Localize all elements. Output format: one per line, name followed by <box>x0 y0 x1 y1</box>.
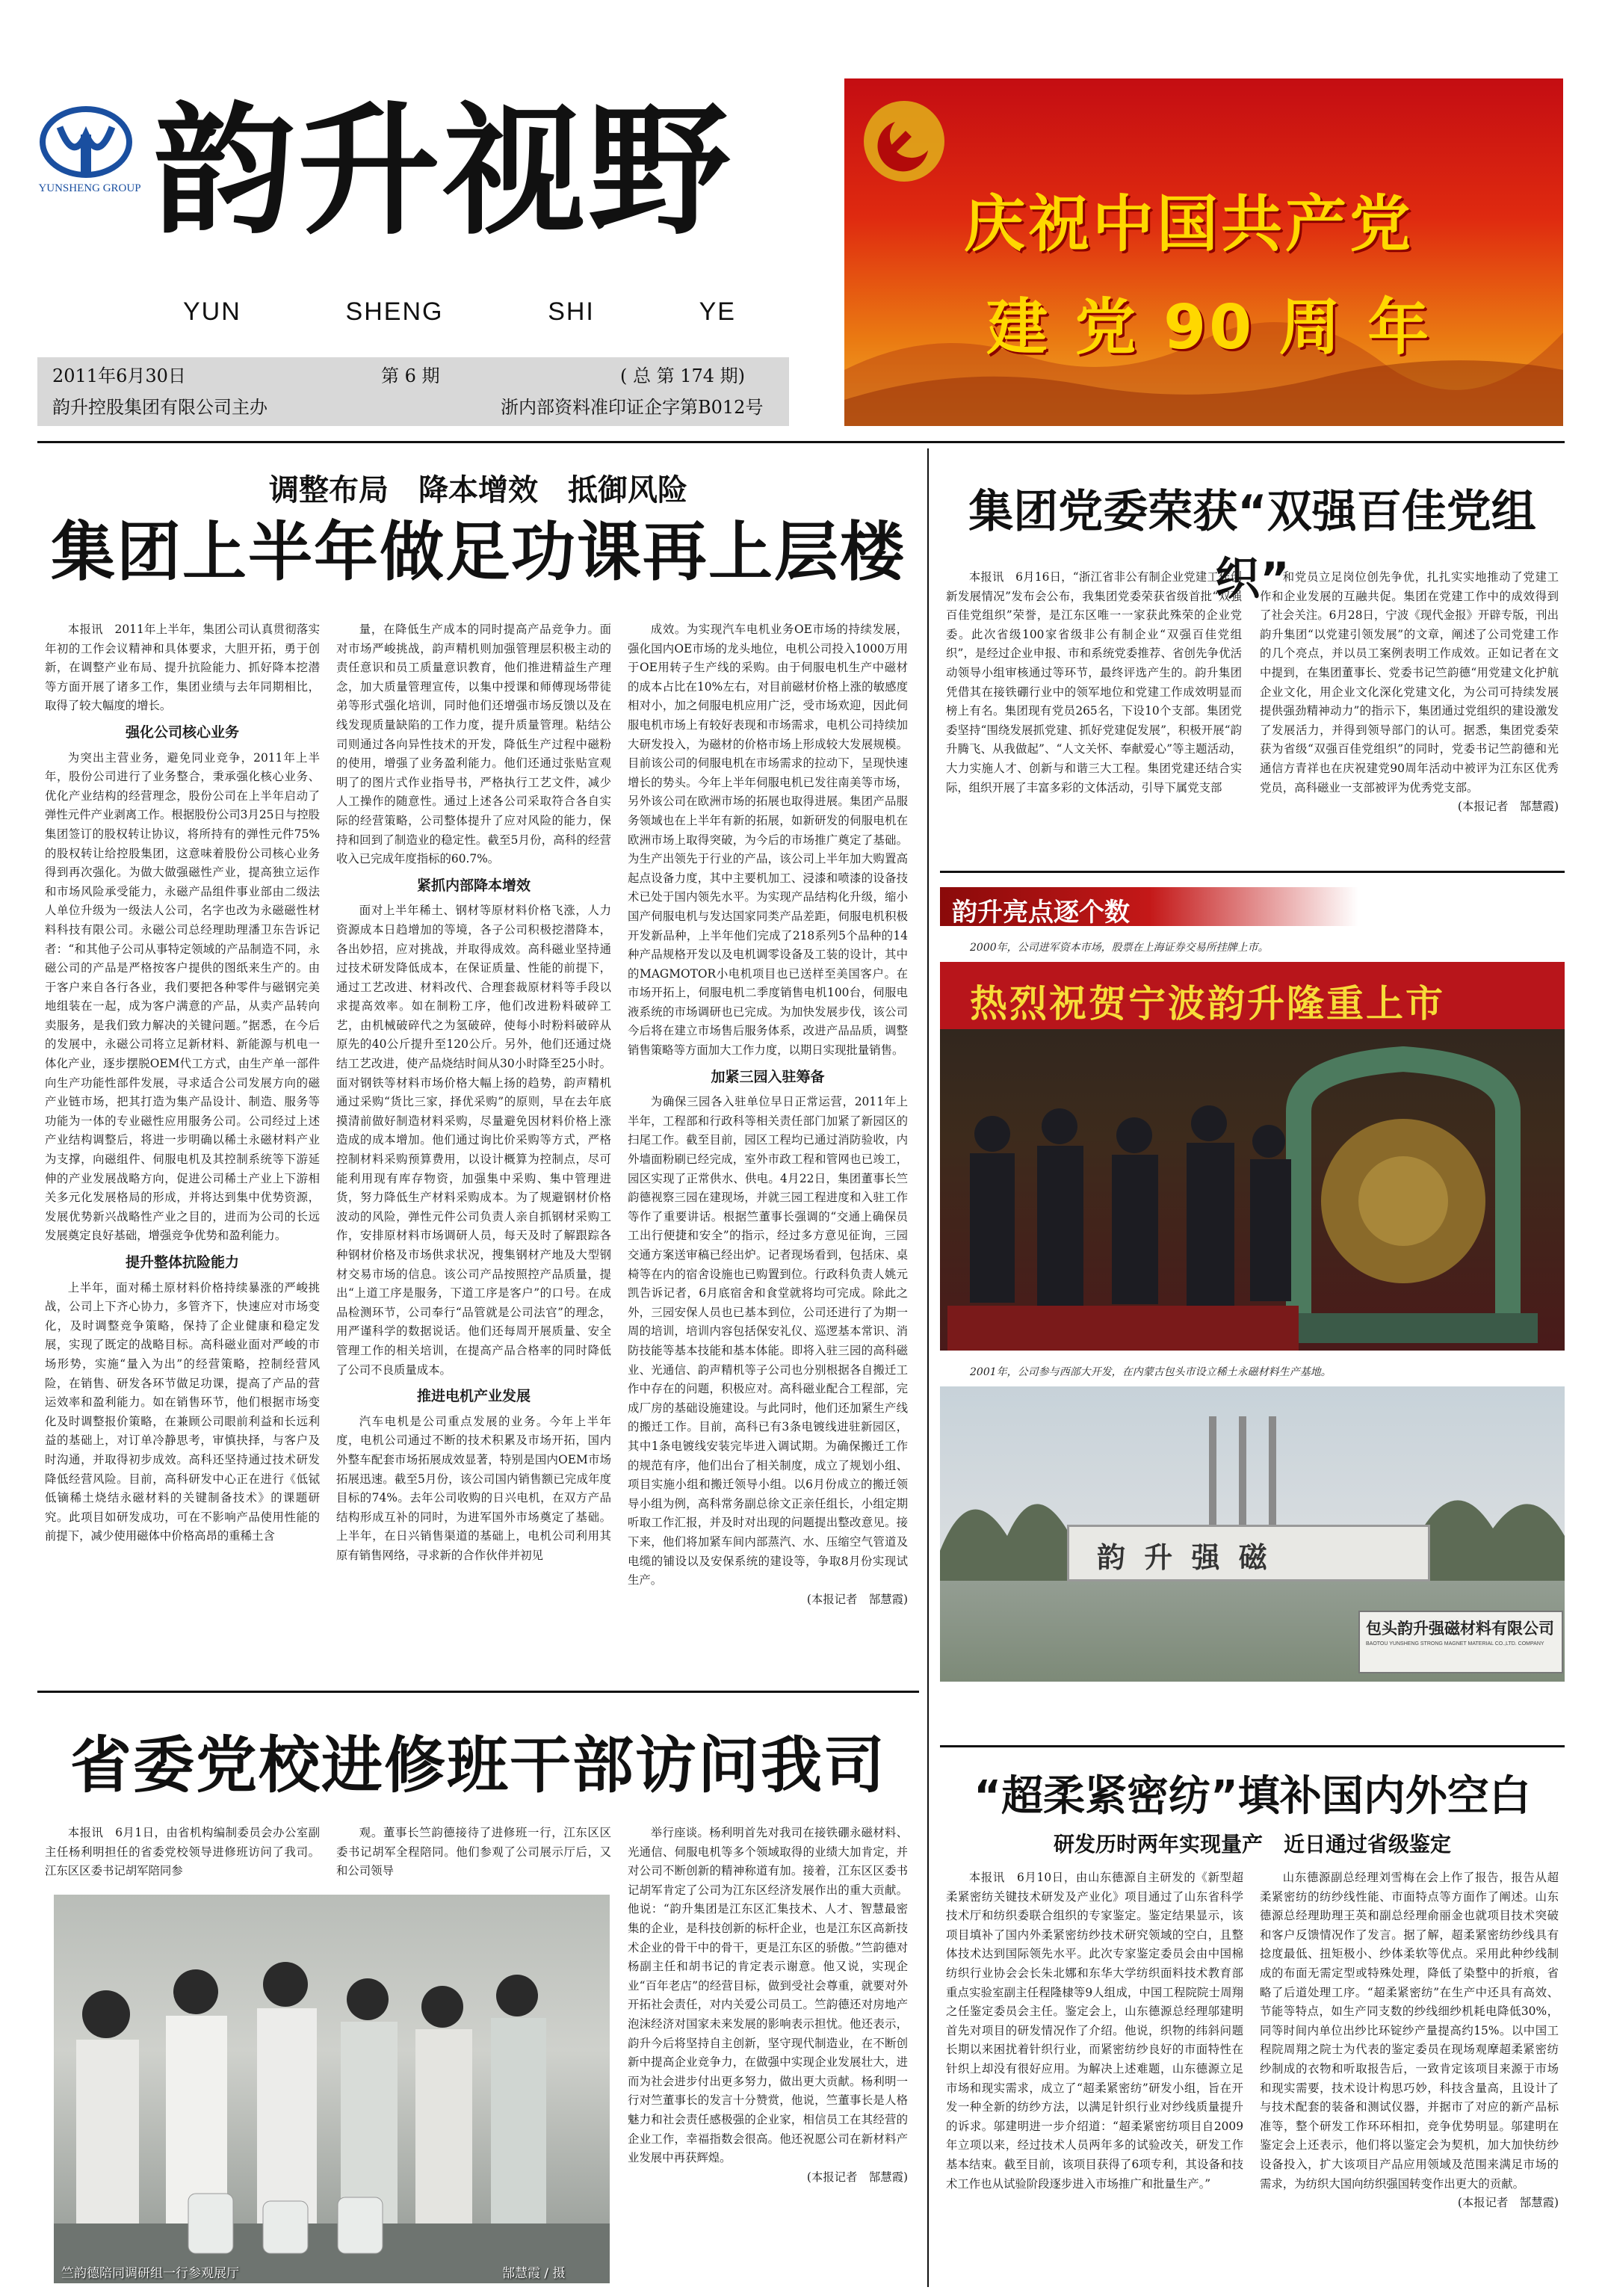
issue-date: 2011年6月30日 <box>52 365 186 386</box>
article-2-byline: (本报记者 郜慧霞) <box>1457 800 1559 814</box>
article-3-text-3: 举行座谈。杨利明首先对我司在接铁硼永磁材料、光通信、伺服电机等多个领域取得的业绩大加肯定，并对公司不断创新的精神称道有加。接着，江东区区委书记胡军肯定了公司为江东区经济发展作出的重大贡献。他说：“韵升集团是江东区汇集技术、人才、智慧最密集的企业，是科技创新的标杆企业，也是江东区高新技术企业的骨干中的骨干，更是江东区的骄傲。”竺韵德对杨副主任和胡书记的肯定表示谢意。他又说，实现企业“百年老店”的经营目标，做到受社会尊重，就要对外开拓社会责任，对内关爱公司员工。竺韵德还对房地产泡沫经济对国家未来发展的影响表示担忧。他还表示，韵升今后将坚持自主创新，坚守现代制造业，在不断创新中提高企业竞争力，在做强中实现企业发展壮大，进而为社会进步付出更多努力，做出更大贡献。杨利明一行对竺董事长的发言十分赞赏，他说，竺董事长是人格魅力和社会责任感极强的企业家，相信员工在其经营的企业工作，幸福指数会很高。他还祝愿公司在新材料产业发展中再获辉煌。 <box>628 1826 908 2165</box>
issue-info-box <box>37 357 789 426</box>
article-1-sub-5: 加紧三园入驻筹备 <box>711 1068 825 1085</box>
article-1-text-3b: 为确保三园各入驻单位早日正常运营，2011年上半年，工程部和行政科等相关责任部门加紧了新园区的扫尾工作。截至目前，园区工程均已通过消防验收，内外墙面粉刷已经完成，室外市政工程和管网也已竣工，园区实现了正常供水、供电。4月22日，集团董事长竺韵德视察三园在建现场，并就三园工程进度和入驻工作等作了重要讲话。根据竺董事长强调的“交通上确保员工出行便捷和安全”的指示，经过多方意见征询，三园交通方案送审稿已经出炉。记者现场看到，包括床、桌椅等在内的宿舍设施也已购置到位。行政科负责人姚元凯告诉记者，6月底宿舍和食堂就将均可完成。除此之外，三园安保人员也已基本到位，公司还进行了为期一周的培训，培训内容包括保安礼仪、巡逻基本常识、消防技能等基本技能和基本体能。即将入驻三园的高科磁业、光通信、韵声精机等子公司也分别根据各自搬迁工作中存在的问题，积极应对。高科磁业配合工程部，完成厂房的基础设施建设。与此同时，他们还加紧生产线的搬迁工作。目前，高科已有3条电镀线进驻新园区，其中1条电镀线安装完毕进入调试期。为确保搬迁工作的规范有序，他们出台了相关制度，成立了规划小组、项目实施小组和搬迁领导小组。以6月份成立的搬迁领导小组为例，高科常务副总徐文正亲任组长，小组定期听取工作汇报，并及时对出现的问题提出整改意见。接下来，他们将加紧车间内部蒸汽、水、压缩空气管道及电缆的铺设以及安保系统的建设等，争取8月份实现试生产。 <box>628 1095 908 1587</box>
article-4-top-rule <box>940 1745 1565 1747</box>
visit-photo <box>54 1895 610 2283</box>
visit-photo-caption: 竺韵德陪同调研组一行参观展厅 <box>61 2266 239 2281</box>
article-2-text-2: 和党员立足岗位创先争优，扎扎实实地推动了党建工作和企业发展的互融共促。集团在党建工作中的成效得到了社会关注。6月28日，宁波《现代金报》开辟专版，刊出韵升集团“以党建引领发展”的文章，阐述了公司党建工作的几个亮点，并以员工案例表明工作成效。正如记者在文中提到，在集团董事长、党委书记竺韵德“用党建文化护航企业文化，用企业文化深化党建文化，为公司可持续发展提供强劲精神动力”的指示下，集团通过党组织的建设激发了发展活力，并得到领导部门的认可。据悉，集团党委荣获为省级“双强百佳党组织”的同时，党委书记竺韵德和光通信方青祥也在庆祝建党90周年活动中被评为江东区优秀党员，高科磁业一支部被评为优秀党支部。 <box>1260 570 1559 794</box>
article-4-col-1 <box>946 1868 1243 2283</box>
article-1-headline: 集团上半年做足功课再上层楼 <box>51 515 906 590</box>
article-3-headline: 省委党校进修班干部访问我司 <box>69 1730 886 1801</box>
article-4-byline: (本报记者 郜慧霞) <box>1457 2196 1559 2210</box>
masthead-pinyin <box>183 297 736 327</box>
factory-sign <box>1358 1611 1563 1673</box>
article-1-lead: 本报讯 2011年上半年，集团公司认真贯彻落实年初的工作会议精神和具体要求，大胆开拓，勇于创新，在调整产业布局、提升抗险能力、抓好降本挖潜等方面开展了诸多工作，集团业绩与去年同期相比，取得了较大幅度的增长。 <box>45 623 320 713</box>
article-1-sub-3: 紧抓内部降本增效 <box>416 877 531 894</box>
pinyin-3: SHI <box>548 297 595 326</box>
issue-number: 第 6 期 <box>381 365 440 386</box>
article-1-col-1 <box>45 620 320 1667</box>
article-4-subheadline: 研发历时两年实现量产 近日通过省级鉴定 <box>1053 1832 1451 1857</box>
party-emblem-icon <box>859 96 949 186</box>
article-4-text-1: 本报讯 6月10日，由山东德源自主研发的《新型超柔紧密纺关键技术研发及产业化》项目通过了山东省科学技术厅和纺织委联合组织的专家鉴定。鉴定结果显示，该项目填补了国内外柔紧密纺纱技术研究领域的空白，且整体技术达到国际领先水平。此次专家鉴定委员会由中国棉纺织行业协会会长朱北娜和东华大学纺织面料技术教育部重点实验室副主任程隆棣等9人组成，中国工程院院士周翔之任鉴定委员会主任。鉴定会上，山东德源总经理邬建明首先对项目的研发情况作了介绍。他说，织物的纬斜问题长期以来困扰着针织行业，而紧密纺纱良好的市面特性在针织上却没有很好应用。为解决上述难题，山东德源立足市场和现实需求，成立了“超柔紧密纺”研发小组，旨在开发一种全新的纺纱方法，以满足针织行业对纱线质量提升的诉求。邬建明进一步介绍道：“超柔紧密纺项目自2009年立项以来，经过技术人员两年多的试验改关，研发工作基本结束。截至目前，该项目获得了6项专利，其设备和技术工作也从试验阶段逐步进入市场推广和批量生产。” <box>946 1871 1243 2191</box>
article-1-col-3 <box>628 620 908 1667</box>
article-3-col-1 <box>45 1824 320 1891</box>
article-4-col-2 <box>1260 1868 1559 2283</box>
visitors-group-icon <box>54 1895 610 2283</box>
ceremony-banner-text: 热烈祝贺宁波韵升隆重上市 <box>970 982 1445 1025</box>
article-4 <box>940 1749 1565 2287</box>
masthead <box>0 0 1602 433</box>
article-1-byline: (本报记者 郜慧霞) <box>806 1592 908 1606</box>
highlights-caption-2: 2001年，公司参与西部大开发，在内蒙古包头市设立稀土永磁材料生产基地。 <box>970 1366 1332 1378</box>
baotou-factory-photo <box>940 1386 1565 1682</box>
gong-icon <box>1269 1044 1538 1343</box>
ceremony-people-icon <box>947 1081 1299 1351</box>
article-3-text-1: 本报讯 6月1日，由省机构编制委员会办公室副主任杨利明担任的省委党校领导进修班访问了我司。江东区区委书记胡军陪同参 <box>45 1826 320 1878</box>
article-1-text-2: 量，在降低生产成本的同时提高产品竞争力。面对市场严峻挑战，韵声精机则加强管理层积极主动的责任意识和员工质量意识教育，他们推进精益生产理念，加大质量管理宣传，以集中授课和师傅现场带徒弟等形式强化培训，同时他们还增强市场反馈以及在线发现质量缺陷的工作力度，提升质量管理。粘结公司则通过各向异性技术的开发，降低生产过程中磁粉的使用，增强了业务盈利能力。他们还通过张贴宣观明了的图片式作业指导书，严格执行工艺文件，减少人工操作的随意性。通过上述各公司采取符合各自实际的经营策略，公司整体提升了应对风险的能力，保持和回到了制造业的稳定性。截至5月份，高科的经营收入已完成年度指标的60.7%。 <box>336 623 611 866</box>
article-1-sub-4: 推进电机产业发展 <box>416 1388 531 1405</box>
article-1-text-1b: 为突出主营业务，避免同业竞争，2011年上半年，股份公司进行了业务整合，秉承强化核心业务、优化产业结构的经营理念，股份公司在上半年启动了弹性元件产业剥离工作。根据股份公司3月25日与控股集团签订的股权转让协议，将所持有的弹性元件75%的股权转让给控股集团，这意味着股份公司核心业务得到再次强化。为做大做强磁性产业，提高独立运作和市场风险承受能力，永磁产品组件事业部由二级法人单位升级为一级法人公司，名字也改为永磁磁性材料科技有限公司。永磁公司总经理助理潘卫东告诉记者：“和其他子公司从事特定领域的产品制造不同，永磁公司的产品是严格按客户提供的图纸来生产的。由于客户来自各行各业，我们要把各种零件与磁钢完美地组装在一起，成为客户满意的产品，从卖产品转向卖服务，是我们致力解决的关键问题。”据悉，在今后的发展中，永磁公司将立足新材料、新能源与机电一体化产业，逐步摆脱OEM代工方式，由生产单一部件向生产功能性部件发展，寻求适合公司发展方向的磁产业链市场，把其打造为集产品设计、制造、服务等功能为一体的专业磁性应用服务公司。公司经过上述产业结构调整后，将进一步明确以稀土永磁材料产业为支撑，向磁组件、伺服电机及其控制系统等下游延伸的产业发展战略方向，促进公司稀土产业上下游相关多元化发展格局的形成，并将达到集中优势资源，发展优势新兴战略性产业之目的，进而为公司的长远发展奠定良好基础，增强竞争优势和盈利能力。 <box>45 750 320 1243</box>
article-2 <box>940 448 1565 867</box>
pinyin-2: SHENG <box>345 297 444 326</box>
factory-sign-cn: 包头韵升强磁材料有限公司 <box>1366 1620 1554 1638</box>
pinyin-4: YE <box>699 297 736 326</box>
article-3-text-2: 观。董事长竺韵德接待了进修班一行，江东区区委书记胡军全程陪同。他们参观了公司展示厅后，又和公司领导 <box>336 1826 611 1878</box>
highlights-label: 韵升亮点逐个数 <box>952 898 1130 928</box>
article-1-sub-2: 提升整体抗险能力 <box>125 1254 239 1271</box>
article-1-bottom-rule <box>37 1691 919 1693</box>
article-2-col-2 <box>1260 568 1559 860</box>
column-divider-main <box>927 448 929 2287</box>
yunsheng-logo-icon <box>37 105 134 179</box>
article-3-col-2 <box>336 1824 611 1891</box>
highlights-section <box>940 878 1565 1738</box>
article-3-col-3 <box>628 1824 908 2280</box>
article-2-headline: 集团党委荣获“双强百佳党组织” <box>968 486 1536 605</box>
article-2-bottom-rule <box>940 871 1565 873</box>
highlights-label-bar <box>940 887 1358 926</box>
article-1-text-2b: 面对上半年稀土、钢材等原材料价格飞涨，人力资源成本日趋增加的等境，各子公司积极挖潜降本，各出妙招，应对挑战，并取得成效。高科磁业坚持通过技术研发降低成本，在保证质量、性能的前提下，通过工艺改进、材料改代、合理套裁原材料等手段以求提高效率。如在制粉工序，他们改进粉料破碎工艺，由机械破碎代之为氢破碎，使每小时粉料破碎从原先的40公斤提升至120公斤。另外，他们还通过烧结工艺改进，使产品烧结时间从30小时降至25小时。面对钢铁等材料市场价格大幅上扬的趋势，韵声精机通过采购“货比三家，择优采购”的原则，早在去年底摸清前做好制造材料采购，尽量避免因材料价格上涨造成的成本增加。他们通过询比价采购等方式，严格控制材料采购预算费用，以设计概算为控制点，尽可能利用现有库存物资，加强集中采购、集中管理进货，努力降低生产材料采购成本。为了规避钢材价格波动的风险，弹性元件公司负责人亲自抓钢材采购工作，安排原材料市场调研人员，每天及时了解跟踪各种钢材价格及市场供求状况，搜集钢材产地及大型钢材交易市场的信息。该公司产品按照控产品质量，提出“上道工序是服务，下道工序是客户”的口号。在成品检测环节，公司奉行“品管就是公司法官”的理念，用严谨科学的数据说话。他们还每周开展质量、安全管理工作的相关培训，在提高产品合格率的同时降低了公司不良质量成本。 <box>336 904 611 1377</box>
article-2-col-1 <box>946 568 1242 860</box>
article-3-byline: (本报记者 郜慧霞) <box>806 2170 908 2184</box>
header-divider <box>37 441 1565 443</box>
masthead-title: 韵升视野 <box>153 89 734 254</box>
factory-gate-text: 韵 升 强 磁 <box>1097 1541 1272 1574</box>
article-1 <box>37 448 919 1682</box>
banner-line-2: 建 党 90 周 年 <box>986 292 1432 363</box>
article-3 <box>37 1697 919 2287</box>
article-1-col-2 <box>336 620 611 1667</box>
issue-total: ( 总 第 174 期) <box>620 365 746 386</box>
article-1-text-1c: 上半年，面对稀土原材料价格持续暴涨的严峻挑战，公司上下齐心协力，多管齐下，快速应对市场变化，及时调整竞争策略，保持了企业健康和稳定发展，实现了既定的战略目标。高科磁业面对严峻的市场形势，实施“量入为出”的经营策略，控制经营风险，在销售、研发各环节做足功课，提高了产品的营运效率和盈利能力。如在销售环节，他们根据市场变化及时调整报价策略，在兼顾公司眼前利益和长远利益的基础上，对订单冷静思考，审慎抉择，与客户及时沟通，并取得初步成效。高科还坚持通过技术研发降低经营风险。目前，高科研发中心正在进行《低铽低镝稀土烧结永磁材料的关键制备技术》的课题研究。此项目如研发成功，可在不影响产品使用性能的前提下，减少使用磁体中价格高昂的重稀土含 <box>45 1280 320 1543</box>
banner-line-1: 庆祝中国共产党 <box>964 189 1414 260</box>
party-banner <box>844 78 1563 426</box>
issue-license: 浙内部资料准印证企字第B012号 <box>501 397 764 418</box>
article-1-sub-1: 强化公司核心业务 <box>125 723 239 741</box>
article-4-headline: “超柔紧密纺”填补国内外空白 <box>974 1772 1531 1821</box>
article-2-text-1: 本报讯 6月16日，“浙江省非公有制企业党建工作创新发展情况”发布会公布，我集团党委荣获省级首批“双强百佳党组织”荣誉，是江东区唯一一家获此殊荣的企业党委。此次省级100家省级非公有制企业“双强百佳党组织”，是经过企业申报、市和系统党委推荐、省创先争优活动领导小组审核通过等环节，最终评选产生的。韵升集团凭借其在接铁硼行业中的领军地位和党建工作成效明显而榜上有名。集团现有党员265名，下设10个支部。集团党委坚持“围绕发展抓党建、抓好党建促发展”，积极开展“韵升腾飞、从我做起”、“人文关怀、奉献爱心”等主题活动，大力实施人才、创新与和谐三大工程。集团党建还结合实际，组织开展了丰富多彩的文体活动，引导下属党支部 <box>946 570 1242 794</box>
listing-ceremony-photo <box>940 962 1565 1351</box>
factory-sign-en: BAOTOU YUNSHENG STRONG MAGNET MATERIAL CO.,LTD. COMPANY <box>1366 1641 1544 1647</box>
article-1-kicker: 调整布局 降本增效 抵御风险 <box>269 472 687 507</box>
pinyin-1: YUN <box>183 297 241 326</box>
article-1-text-2c: 汽车电机是公司重点发展的业务。今年上半年度，电机公司通过不断的技术积累及市场开拓，国内外整车配套市场拓展成效显著，特别是国内OEM市场拓展迅速。截至5月份，该公司国内销售额已完成年度目标的74%。去年公司收购的日兴电机，在双方产品结构形成互补的同时，为进军国外市场奠定了基础。上半年，在日兴销售渠道的基础上，电机公司利用其原有销售网络，寻求新的合作伙伴并初见 <box>336 1414 611 1562</box>
visit-photo-credit: 郜慧霞 / 摄 <box>502 2266 566 2281</box>
article-1-text-3: 成效。为实现汽车电机业务OE市场的持续发展，强化国内OE市场的龙头地位，电机公司投入1000万用于OE用转子生产线的采购。由于伺服电机生产中磁材的成本占比在10%左右，对目前磁材价格上涨的敏感度相对小，加之伺服电机应用广泛，受市场欢迎，因此伺服电机市场上有较好表现和市场需求，电机公司持续加大研发投入，为磁材的价格市场上形成较大发展规模。目前该公司的伺服电机在市场需求的拉动下，呈现快速增长的势头。今年上半年伺服电机已发往南美等市场，另外该公司在欧洲市场的拓展也取得进展。集团产品服务领域也在上半年有新的拓展，如新研发的伺服电机在欧洲市场上取得突破，为今后的市场推广奠定了基础。为生产出领先于行业的产品，该公司上半年加大购置高起点设备力度，其中主要机加工、浸漆和喷漆的设备技术已处于国内领先水平。为实现产品结构化升级，缩小国产伺服电机与发达国家同类产品差距，伺服电机积极开发新品种，上半年他们完成了218系列5个品种的14种产品规格开发以及电机调零设备及工装的设计，其中的MAGMOTOR小电机项目也已送样至美国客户。在市场开拓上，伺服电机二季度销售电机100台，伺服电液系统的市场调研也已完成。为加快发展步伐，该公司今后将在建立市场售后服务体系，改进产品品质，调整销售策略等方面加大工作力度，以期日实现批量销售。 <box>628 623 908 1058</box>
highlights-caption-1: 2000年，公司进军资本市场，股票在上海证券交易所挂牌上市。 <box>970 942 1269 954</box>
logo-text: YUNSHENG GROUP <box>38 182 141 194</box>
article-4-text-2: 山东德源副总经理刘雪梅在会上作了报告，报告从超柔紧密纺的纺纱线性能、市面特点等方面作了阐述。山东德源总经理助理王英和副总经理俞丽金也就项目技术突破和客户反馈情况作了发言。据了解，超柔紧密纺纱线具有捻度最低、扭矩极小、纱体柔软等优点。采用此种纱线制成的布面无需定型或特殊处理，降低了染整中的折痕，省略了后道处理工序。“超柔紧密纺”在生产中还具有高效、节能等特点，如生产同支数的纱线细纱机耗电降低30%，同等时间内单位出纱比环锭纱产量提高约15%。以中国工程院周翔之院士为代表的鉴定委员在现场观摩超柔紧密纺纱制成的衣物和听取报告后，一致肯定该项目来源于市场和现实需要，技术设计构思巧妙，科技含量高，且设计了与技术配套的装备和测试仪器，并据市了对应的新产品标准等，整个研发工作环环相扣，竞争优势明显。邬建明在鉴定会上还表示，他们将以鉴定会为契机，加大加快纺纱设备投入，扩大该项目产品应用领域及范围来满足市场的需求，为纺织大国向纺织强国转变作出更大的贡献。 <box>1260 1871 1559 2191</box>
issue-sponsor: 韵升控股集团有限公司主办 <box>52 397 267 418</box>
